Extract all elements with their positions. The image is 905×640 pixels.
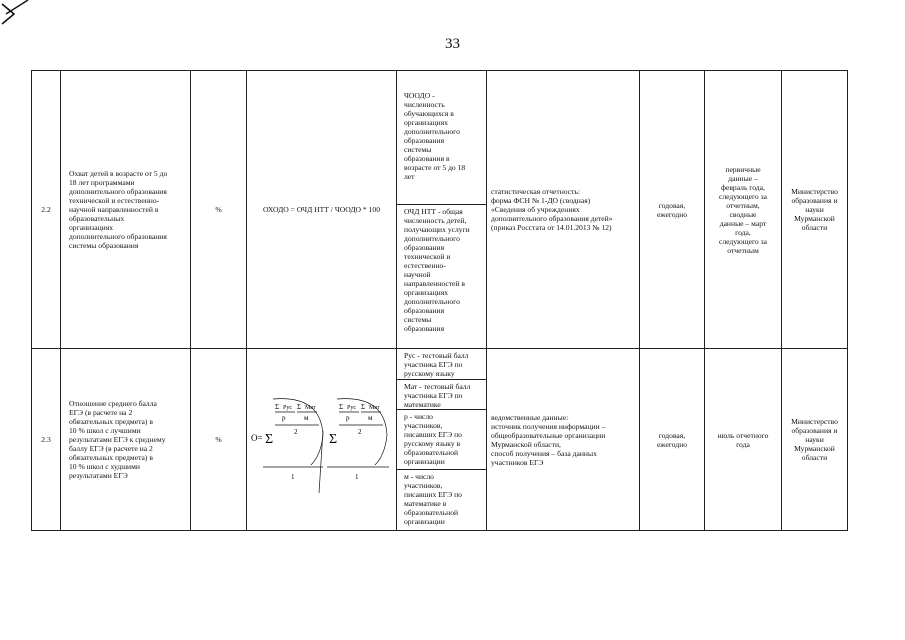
formula-upper-sigma: Σ — [339, 402, 344, 411]
data-source: ведомственные данные: источник получения информации – общеобразовательные организации Мурманской области, способ получения – база данных участников ЕГЭ — [487, 349, 640, 531]
corner-checkmark-icon — [0, 0, 40, 40]
formula-one: 1 — [355, 472, 359, 481]
reporting-deadline: первичные данные – февраль года, следующего за отчетным, сводные данные – март года, следующего за отчетным — [705, 71, 782, 349]
formula-m: м — [368, 413, 373, 422]
formula-m: м — [304, 413, 309, 422]
unit-of-measure: % — [191, 71, 247, 349]
formula-lhs: O= — [251, 432, 263, 443]
formula-p: р — [346, 413, 350, 422]
formula-sigma: Σ — [329, 431, 338, 447]
periodicity: годовая, ежегодно — [640, 349, 705, 531]
indicators-table — [31, 70, 848, 531]
formula-upper-sigma: Σ — [297, 402, 302, 411]
calculation-formula: ОХОДО = ОЧД НТТ / ЧООДО * 100 — [247, 71, 397, 349]
page-number: 33 — [445, 36, 460, 52]
score-ratio-formula — [249, 385, 394, 495]
formula-upper-sigma: Σ — [275, 402, 280, 411]
table-row — [32, 349, 848, 531]
row-number: 2.2 — [32, 71, 61, 349]
unit-of-measure: % — [191, 349, 247, 531]
formula-mat: Мат — [305, 404, 316, 411]
periodicity: годовая, ежегодно — [640, 71, 705, 349]
formula-rus: Рус — [347, 404, 356, 411]
calculation-formula — [247, 349, 397, 531]
variable-definition: Рус - тестовый балл участника ЕГЭ по русскому языку — [397, 349, 486, 380]
row-number: 2.3 — [32, 349, 61, 531]
responsible-body: Министерство образования и науки Мурманской области — [782, 71, 848, 349]
formula-variables — [397, 71, 487, 349]
data-source: статистическая отчетность: форма ФСН № 1-ДО (сводная) «Сведения об учреждениях дополнительного образования детей» (приказ Росстата от 14.01.2013 № 12) — [487, 71, 640, 349]
variable-definition: м - число участников, писавших ЕГЭ по математике в образовательной организации — [404, 472, 462, 526]
formula-rus: Рус — [283, 404, 292, 411]
formula-two: 2 — [358, 427, 362, 436]
variable-definition: р - число участников, писавших ЕГЭ по русскому языку в образовательной организации — [397, 410, 486, 470]
indicator-name: Отношение среднего балла ЕГЭ (в расчете на 2 обязательных предмета) в 10 % школ с лучшими результатами ЕГЭ к среднему баллу ЕГЭ (в расчете на 2 обязательных предмета) в 10 % школ с худшими результатами ЕГЭ — [61, 349, 191, 531]
formula-variables — [397, 349, 487, 531]
variable-definition: Мат - тестовый балл участника ЕГЭ по математике — [397, 380, 486, 410]
responsible-body: Министерство образования и науки Мурманской области — [782, 349, 848, 531]
variable-definition: ОЧД НТТ - общая численность детей, получающих услуги дополнительного образования технической и естественно- научной направленностей в организациях дополнительного образования системы образования — [404, 207, 470, 333]
formula-one: 1 — [291, 472, 295, 481]
variable-definition: ЧООДО - численность обучающихся в организациях дополнительного образования системы образования в возрасте от 5 до 18 лет — [397, 71, 486, 205]
formula-mat: Мат — [369, 404, 380, 411]
formula-sigma: Σ — [265, 431, 274, 447]
formula-p: р — [282, 413, 286, 422]
formula-upper-sigma: Σ — [361, 402, 366, 411]
reporting-deadline: июль отчетного года — [705, 349, 782, 531]
indicator-name: Охват детей в возрасте от 5 до 18 лет программами дополнительного образования технической и естественно- научной направленностей в образовательных организациях дополнительного образования системы образования — [61, 71, 191, 349]
formula-two: 2 — [294, 427, 298, 436]
table-row — [32, 71, 848, 349]
